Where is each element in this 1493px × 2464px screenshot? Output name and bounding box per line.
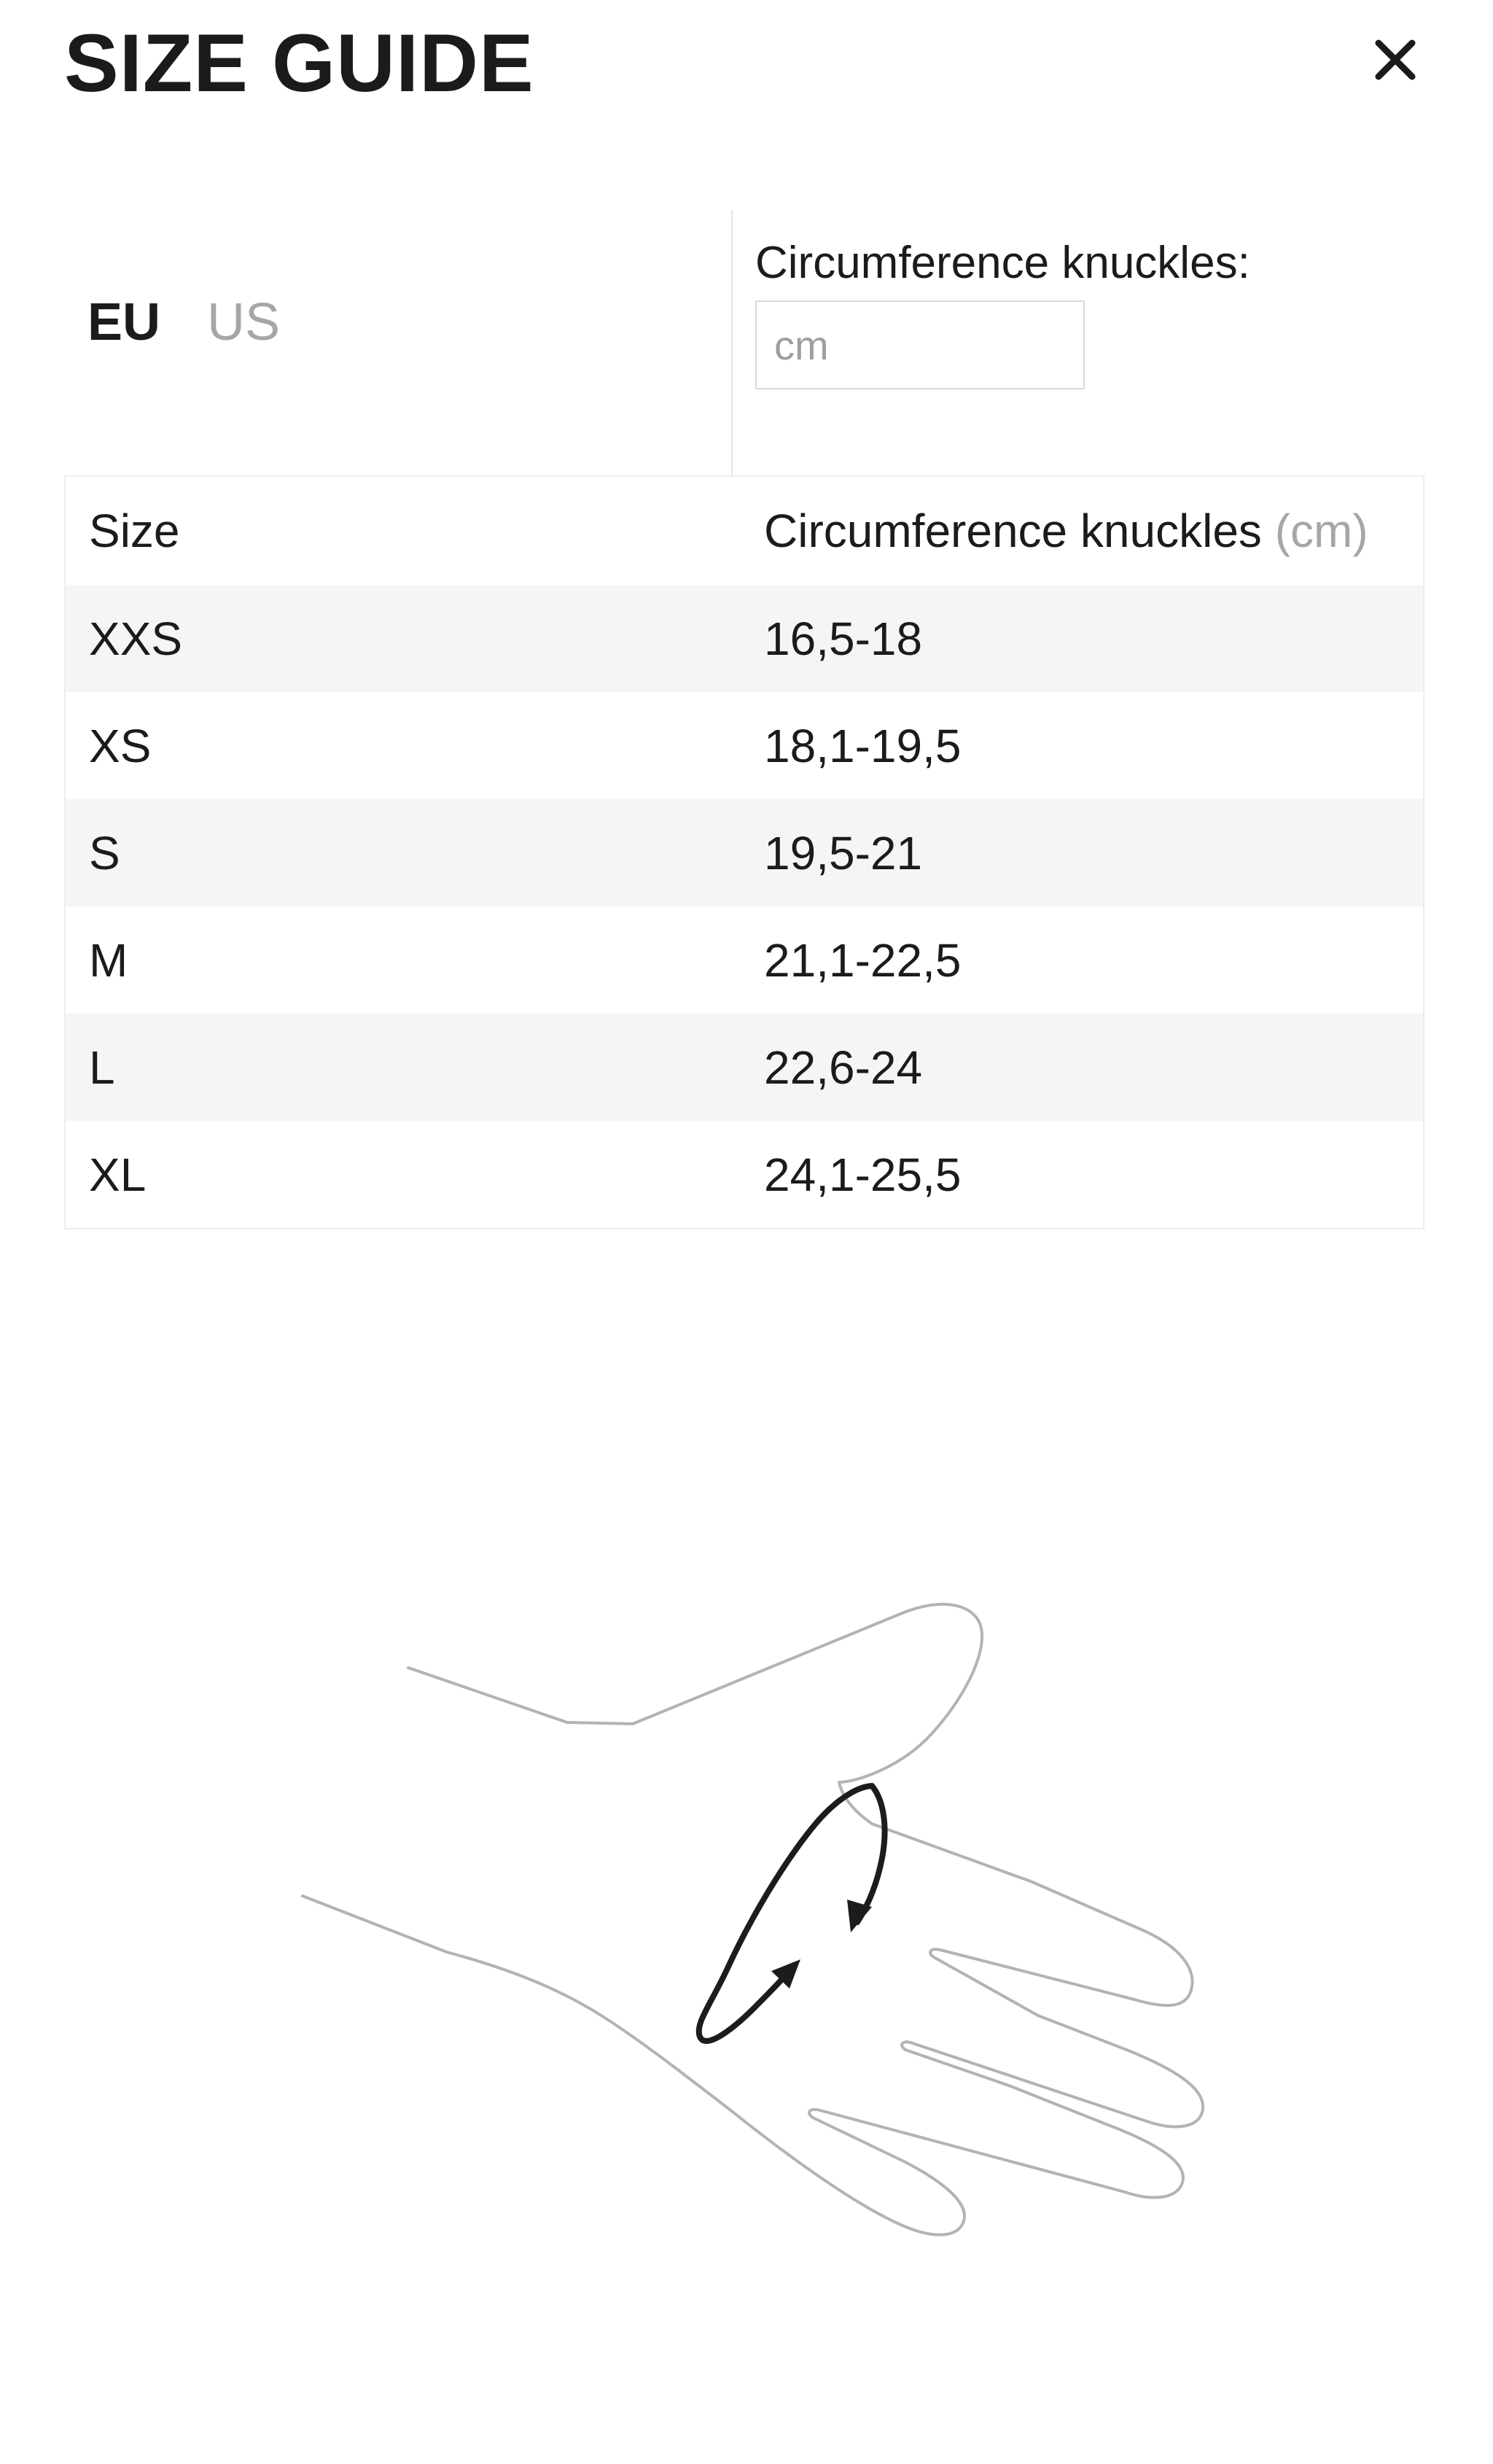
circumference-tape-loop (699, 1786, 885, 2041)
tape-arc-left (699, 1786, 872, 2041)
range-cell: 19,5-21 (764, 826, 923, 879)
range-cell: 18,1-19,5 (764, 719, 962, 772)
vertical-divider (731, 210, 733, 477)
unit-toggle-us[interactable]: US (207, 293, 281, 351)
size-table (64, 475, 1424, 1229)
size-cell: XS (89, 719, 152, 772)
column-header-unit: (cm) (1274, 505, 1368, 557)
table-row (66, 906, 1423, 1014)
unit-toggle-eu[interactable]: EU (87, 293, 161, 351)
size-cell: XXS (89, 612, 183, 665)
table-header-row (66, 477, 1423, 585)
tape-arrowheads (771, 1900, 872, 1989)
column-header-size: Size (89, 505, 180, 557)
range-cell: 22,6-24 (764, 1041, 923, 1094)
table-row (66, 692, 1423, 799)
table-row (66, 1121, 1423, 1228)
table-row (66, 1014, 1423, 1121)
table-body (66, 585, 1423, 1228)
measure-label: Circumference knuckles: (755, 238, 1250, 288)
hand-outline (303, 1604, 1203, 2235)
table-row (66, 799, 1423, 906)
tape-arc-right (857, 1786, 885, 1922)
close-button[interactable] (1353, 18, 1438, 102)
unit-toggle (87, 293, 281, 351)
range-cell: 16,5-18 (764, 612, 923, 665)
range-cell: 24,1-25,5 (764, 1148, 962, 1201)
page-title: SIZE GUIDE (64, 18, 534, 109)
size-cell: XL (89, 1148, 147, 1201)
arrowhead-down-icon (847, 1900, 872, 1932)
column-header-circumference (732, 504, 1423, 558)
size-cell: M (89, 933, 128, 987)
size-cell: S (89, 826, 120, 879)
table-row (66, 585, 1423, 692)
range-cell: 21,1-22,5 (764, 933, 962, 987)
arrowhead-up-icon (771, 1959, 800, 1989)
size-cell: L (89, 1041, 115, 1094)
column-header-label: Circumference knuckles (764, 505, 1262, 557)
circumference-input[interactable] (755, 300, 1085, 389)
close-icon (1374, 39, 1416, 81)
